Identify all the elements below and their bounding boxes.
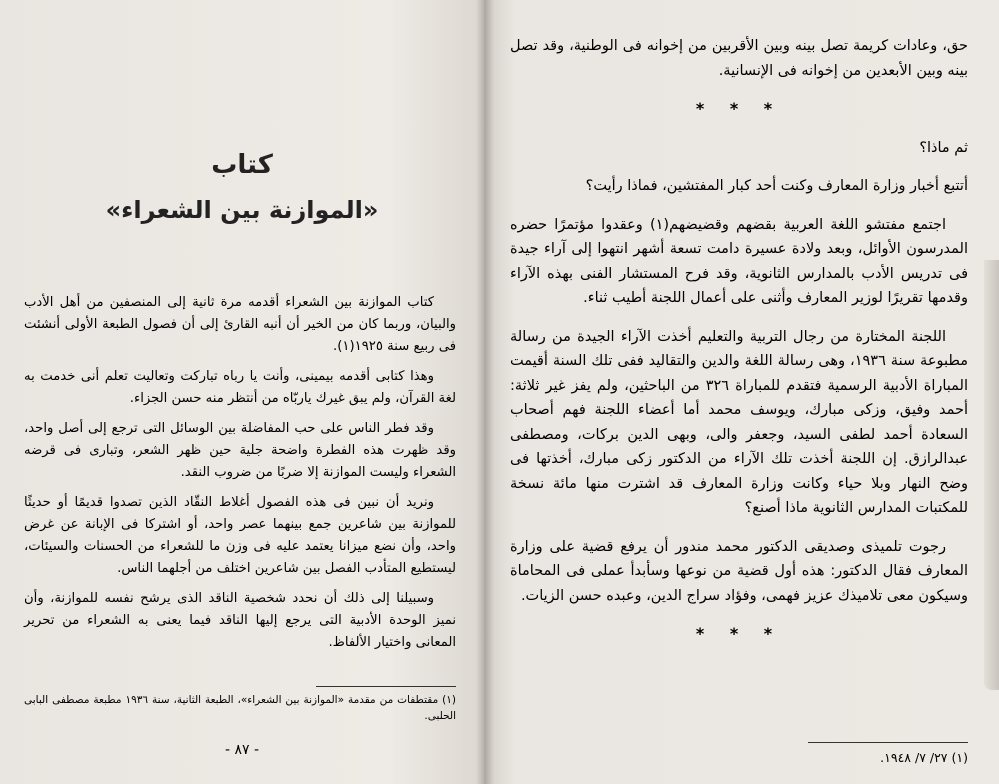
paragraph: أتتبع أخبار وزارة المعارف وكنت أحد كبار المفتشين، فماذا رأيت؟ [585,178,968,194]
section-separator: * * * [695,99,783,118]
chapter-title: «الموازنة بين الشعراء» [105,196,379,224]
footnote-divider [316,686,456,687]
paragraph: رجوت تلميذى وصديقى الدكتور محمد مندور أن يرفع قضية على وزارة المعارف فقال الدكتور: هذه أول قضية من نوعها وسأبدأ عملى فى المحاماة وسيكون معى تلاميذك عزيز فهمى، وفؤاد سراج الدين، وعبده حسن الزيات. [510,538,968,604]
paragraph: ونريد أن نبين فى هذه الفصول أغلاط النقّاد الذين تصدوا قديمًا أو حديثًا للموازنة بين شاعرين جمع بينهما عصر واحد، أو اشتركا فى الإبانة عن غرض واحد، وأن نضع ميزانا يعتمد عليه فى وزن ما للشعراء من الحسنات والسيئات، ليستطيع المتأدب الفصل بين شاعرين اختلف من أجلهما الناس. [24,495,456,576]
paragraph: اجتمع مفتشو اللغة العربية بقضهم وقضيضهم(١) وعقدوا مؤتمرًا حضره المدرسون الأوائل، وبعد ولادة عسيرة دامت تسعة أشهر انتهوا إلى آراء جيدة فى تدريس الأدب بالمدارس الثانوية، وقد فرح المستشار الفنى بهذه الآراء وقدمها تقريرًا لوزير المعارف وأثنى على أعمال اللجنة أطيب ثناء. [510,216,968,306]
paragraph: ثم ماذا؟ [919,139,968,156]
paragraph: كتاب الموازنة بين الشعراء أقدمه مرة ثانية إلى المنصفين من أهل الأدب والبيان، وربما كان من الخير أن أنبه القارئ إلى أن فصول الطبعة الأولى أنشئت فى ربيع سنة ١٩٢٥(١). [24,295,456,354]
right-body-text [510,34,968,661]
chapter-heading: كتاب [211,150,273,180]
footnote: (١) مقتطفات من مقدمة «الموازنة بين الشعراء»، الطبعة الثانية، سنة ١٩٣٦ مطبعة مصطفى البابى الحلبى. [24,694,456,722]
left-body-text [24,292,456,662]
page-edge [984,260,999,690]
paragraph: وقد فطر الناس على حب المفاضلة بين الوسائل التى ترجع إلى أصل واحد، وقد ظهرت هذه الفطرة واضحة جلية حين ظهر الشعر، وتبارى فى قرضه الشعراء وليست الموازنة إلا ضربًا من ضروب النقد. [24,421,456,480]
paragraph: اللجنة المختارة من رجال التربية والتعليم أخذت الآراء الجيدة من رسالة مطبوعة سنة ١٩٣٦، وهى رسالة اللغة والدين والتقاليد ففى تلك السنة أقيمت المباراة الأدبية الرسمية فتقدم للمباراة ٣٢٦ من الباحثين، ولم يفز غير ثلاثة: أحمد وفيق، وزكى مبارك، ويوسف محمد أما أعضاء اللجنة فهم أصحاب السعادة أحمد لطفى السيد، وجعفر والى، وبهى الدين بركات، ومصطفى عبدالرازق. إن اللجنة أخذت تلك الآراء من الدكتور زكى مبارك، أخذتها فى وضح النهار وبلا حياء وكانت وزارة المعارف قد اشترت منها مائة نسخة للمكتبات المدارس الثانوية ماذا أصنع؟ [510,328,968,516]
footnote-divider [808,742,968,743]
page-number: - ٨٧ - [224,742,260,758]
paragraph: وهذا كتابى أقدمه بيمينى، وأنت يا رباه تباركت وتعاليت تعلم أنى خدمت به لغة القرآن، ولم يبق غيرك ياربّاه من أنتظر منه حسن الجزاء. [24,369,456,406]
footnote: (١) ٢٧/ ٧/ ١٩٤٨. [880,750,968,765]
paragraph: حق، وعادات كريمة تصل بينه وبين الأقربين من إخوانه فى الوطنية، وقد تصل بينه وبين الأبعدين من إخوانه فى الإنسانية. [510,38,968,79]
paragraph: وسبيلنا إلى ذلك أن نحدد شخصية الناقد الذى يرشح نفسه للموازنة، وأن نميز الوحدة الأدبية التى يرجع إليها الناقد فيما يعنى به الشعراء من تحرير المعانى واختيار الألفاظ. [24,591,456,650]
section-separator: * * * [695,624,783,643]
book-gutter [476,0,494,784]
